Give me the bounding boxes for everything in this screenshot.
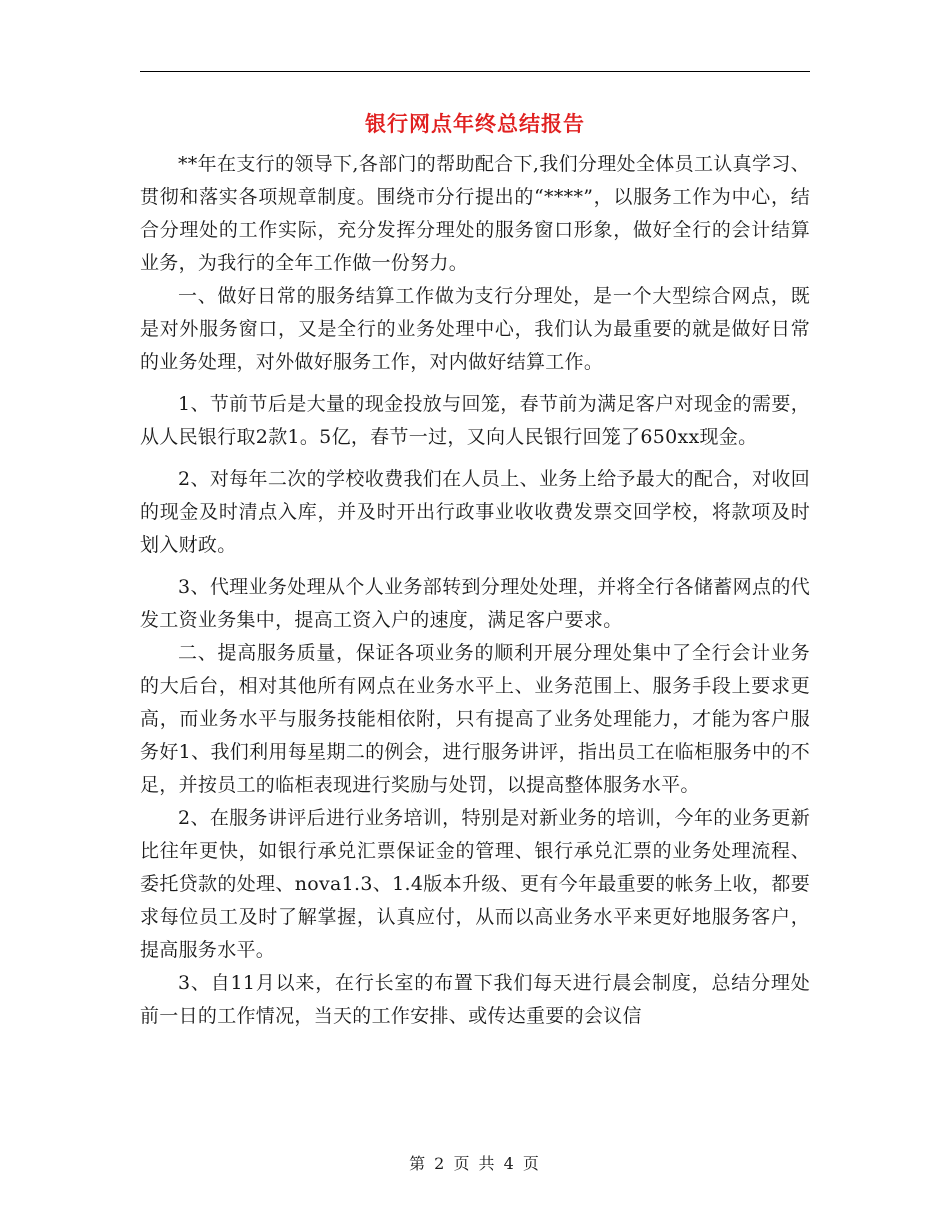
page-number: 第 2 页 共 4 页 bbox=[409, 1154, 541, 1173]
paragraph-item-1-3: 3、代理业务处理从个人业务部转到分理处处理，并将全行各储蓄网点的代发工资业务集中，提高工资入户的速度，满足客户要求。 bbox=[140, 576, 810, 631]
document-body bbox=[140, 148, 810, 1033]
paragraph-item-1-2: 2、对每年二次的学校收费我们在人员上、业务上给予最大的配合，对收回的现金及时清点入库，并及时开出行政事业收收费发票交回学校，将款项及时划入财政。 bbox=[140, 468, 810, 556]
document-title: 银行网点年终总结报告 bbox=[365, 112, 585, 136]
paragraph-intro: **年在支行的领导下,各部门的帮助配合下,我们分理处全体员工认真学习、贯彻和落实各项规章制度。围绕市分行提出的“****”，以服务工作为中心，结合分理处的工作实际，充分发挥分理处的服务窗口形象，做好全行的会计结算业务，为我行的全年工作做一份努力。 bbox=[140, 153, 810, 274]
paragraph-section-1: 一、做好日常的服务结算工作做为支行分理处，是一个大型综合网点，既是对外服务窗口，又是全行的业务处理中心，我们认为最重要的就是做好日常的业务处理，对外做好服务工作，对内做好结算工作。 bbox=[140, 285, 810, 373]
header-rule bbox=[140, 71, 810, 72]
paragraph-item-2-2: 2、在服务讲评后进行业务培训，特别是对新业务的培训，今年的业务更新比往年更快，如银行承兑汇票保证金的管理、银行承兑汇票的业务处理流程、委托贷款的处理、nova1.3、1.4版本升级、更有今年最重要的帐务上收，都要求每位员工及时了解掌握，认真应付，从而以高业务水平来更好地服务客户，提高服务水平。 bbox=[140, 807, 810, 961]
paragraph-section-2: 二、提高服务质量，保证各项业务的顺利开展分理处集中了全行会计业务的大后台，相对其他所有网点在业务水平上、业务范围上、服务手段上要求更高，而业务水平与服务技能相依附，只有提高了业务处理能力，才能为客户服务好1、我们利用每星期二的例会，进行服务讲评，指出员工在临柜服务中的不足，并按员工的临柜表现进行奖励与处罚，以提高整体服务水平。 bbox=[140, 642, 810, 796]
paragraph-item-1-1: 1、节前节后是大量的现金投放与回笼，春节前为满足客户对现金的需要，从人民银行取2款1。5亿，春节一过，又向人民银行回笼了650xx现金。 bbox=[140, 393, 810, 448]
paragraph-item-2-3: 3、自11月以来，在行长室的布置下我们每天进行晨会制度，总结分理处前一日的工作情况，当天的工作安排、或传达重要的会议信 bbox=[140, 972, 810, 1027]
